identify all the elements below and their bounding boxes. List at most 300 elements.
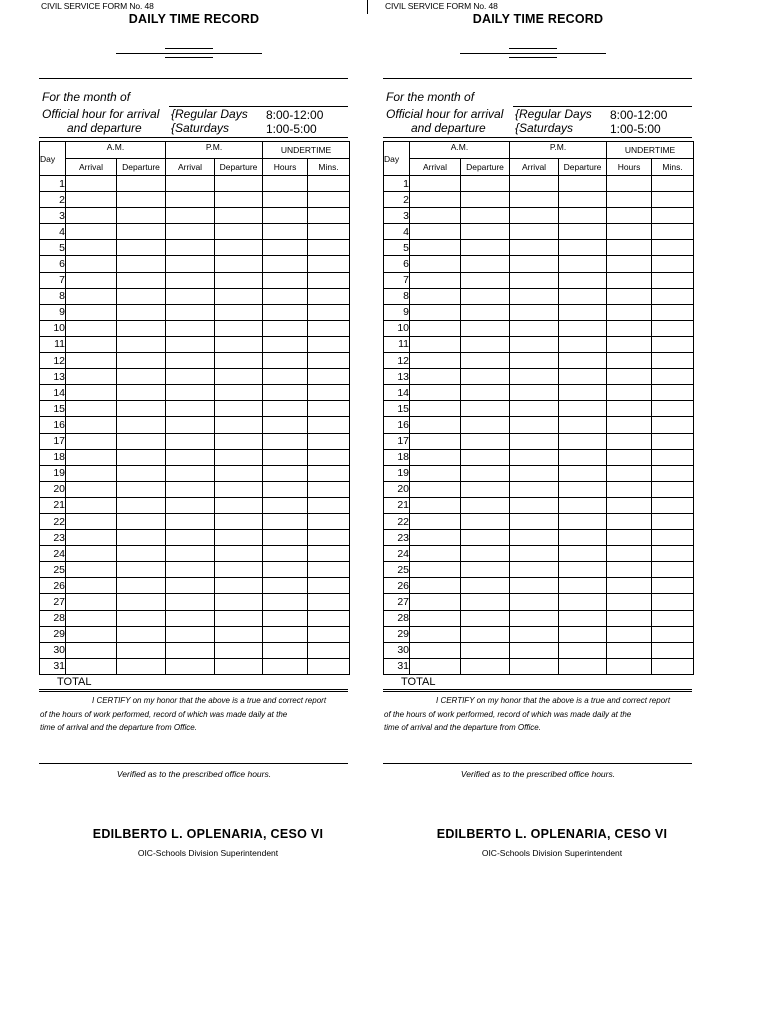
am-departure-cell[interactable]	[117, 658, 166, 674]
undertime-mins-cell[interactable]	[652, 224, 694, 240]
am-arrival-cell[interactable]	[410, 626, 461, 642]
am-departure-cell[interactable]	[117, 513, 166, 529]
undertime-hours-cell[interactable]	[263, 626, 308, 642]
am-departure-cell[interactable]	[461, 530, 510, 546]
am-arrival-cell[interactable]	[66, 176, 117, 192]
undertime-hours-cell[interactable]	[607, 433, 652, 449]
undertime-mins-cell[interactable]	[652, 497, 694, 513]
pm-arrival-cell[interactable]	[166, 401, 215, 417]
undertime-mins-cell[interactable]	[652, 336, 694, 352]
pm-departure-cell[interactable]	[215, 240, 263, 256]
pm-arrival-cell[interactable]	[166, 642, 215, 658]
employee-signature-line[interactable]	[383, 763, 692, 764]
am-arrival-cell[interactable]	[410, 449, 461, 465]
am-departure-cell[interactable]	[117, 240, 166, 256]
am-arrival-cell[interactable]	[66, 465, 117, 481]
undertime-mins-cell[interactable]	[652, 304, 694, 320]
am-arrival-cell[interactable]	[410, 336, 461, 352]
am-arrival-cell[interactable]	[410, 481, 461, 497]
undertime-mins-cell[interactable]	[308, 272, 350, 288]
undertime-mins-cell[interactable]	[652, 240, 694, 256]
undertime-mins-cell[interactable]	[652, 272, 694, 288]
pm-arrival-cell[interactable]	[510, 513, 559, 529]
am-arrival-cell[interactable]	[410, 497, 461, 513]
am-departure-cell[interactable]	[461, 256, 510, 272]
undertime-mins-cell[interactable]	[308, 417, 350, 433]
pm-departure-cell[interactable]	[559, 417, 607, 433]
pm-arrival-cell[interactable]	[166, 497, 215, 513]
undertime-hours-cell[interactable]	[263, 353, 308, 369]
pm-arrival-cell[interactable]	[510, 433, 559, 449]
am-departure-cell[interactable]	[461, 658, 510, 674]
am-departure-cell[interactable]	[461, 240, 510, 256]
pm-departure-cell[interactable]	[215, 336, 263, 352]
undertime-mins-cell[interactable]	[652, 369, 694, 385]
undertime-mins-cell[interactable]	[308, 304, 350, 320]
pm-arrival-cell[interactable]	[510, 176, 559, 192]
pm-arrival-cell[interactable]	[166, 417, 215, 433]
undertime-hours-cell[interactable]	[607, 417, 652, 433]
am-departure-cell[interactable]	[461, 304, 510, 320]
am-departure-cell[interactable]	[117, 642, 166, 658]
pm-arrival-cell[interactable]	[166, 546, 215, 562]
am-arrival-cell[interactable]	[66, 546, 117, 562]
undertime-mins-cell[interactable]	[308, 176, 350, 192]
pm-departure-cell[interactable]	[215, 578, 263, 594]
am-arrival-cell[interactable]	[66, 481, 117, 497]
pm-departure-cell[interactable]	[215, 562, 263, 578]
pm-departure-cell[interactable]	[215, 385, 263, 401]
undertime-mins-cell[interactable]	[652, 530, 694, 546]
pm-arrival-cell[interactable]	[166, 594, 215, 610]
undertime-hours-cell[interactable]	[263, 192, 308, 208]
pm-arrival-cell[interactable]	[166, 369, 215, 385]
undertime-hours-cell[interactable]	[607, 449, 652, 465]
pm-departure-cell[interactable]	[215, 176, 263, 192]
pm-arrival-cell[interactable]	[510, 578, 559, 594]
pm-departure-cell[interactable]	[215, 369, 263, 385]
pm-arrival-cell[interactable]	[510, 449, 559, 465]
pm-arrival-cell[interactable]	[510, 288, 559, 304]
undertime-mins-cell[interactable]	[308, 562, 350, 578]
undertime-hours-cell[interactable]	[263, 610, 308, 626]
undertime-mins-cell[interactable]	[308, 288, 350, 304]
undertime-mins-cell[interactable]	[652, 578, 694, 594]
am-departure-cell[interactable]	[461, 369, 510, 385]
pm-departure-cell[interactable]	[215, 256, 263, 272]
pm-departure-cell[interactable]	[559, 192, 607, 208]
am-departure-cell[interactable]	[461, 626, 510, 642]
pm-arrival-cell[interactable]	[166, 658, 215, 674]
pm-departure-cell[interactable]	[559, 465, 607, 481]
am-arrival-cell[interactable]	[66, 513, 117, 529]
am-departure-cell[interactable]	[117, 288, 166, 304]
am-departure-cell[interactable]	[117, 610, 166, 626]
am-departure-cell[interactable]	[461, 513, 510, 529]
pm-departure-cell[interactable]	[559, 594, 607, 610]
pm-departure-cell[interactable]	[559, 304, 607, 320]
pm-departure-cell[interactable]	[559, 272, 607, 288]
am-departure-cell[interactable]	[117, 449, 166, 465]
am-arrival-cell[interactable]	[66, 304, 117, 320]
am-arrival-cell[interactable]	[410, 433, 461, 449]
undertime-mins-cell[interactable]	[308, 256, 350, 272]
am-departure-cell[interactable]	[461, 546, 510, 562]
am-departure-cell[interactable]	[117, 578, 166, 594]
am-departure-cell[interactable]	[117, 481, 166, 497]
am-departure-cell[interactable]	[117, 546, 166, 562]
pm-arrival-cell[interactable]	[166, 240, 215, 256]
am-arrival-cell[interactable]	[66, 562, 117, 578]
pm-departure-cell[interactable]	[559, 320, 607, 336]
pm-departure-cell[interactable]	[559, 288, 607, 304]
pm-departure-cell[interactable]	[559, 562, 607, 578]
pm-arrival-cell[interactable]	[510, 497, 559, 513]
undertime-hours-cell[interactable]	[263, 208, 308, 224]
undertime-mins-cell[interactable]	[308, 433, 350, 449]
undertime-hours-cell[interactable]	[263, 562, 308, 578]
pm-arrival-cell[interactable]	[510, 658, 559, 674]
pm-arrival-cell[interactable]	[166, 610, 215, 626]
am-arrival-cell[interactable]	[410, 240, 461, 256]
pm-departure-cell[interactable]	[215, 320, 263, 336]
am-arrival-cell[interactable]	[410, 562, 461, 578]
undertime-hours-cell[interactable]	[263, 401, 308, 417]
pm-arrival-cell[interactable]	[166, 562, 215, 578]
undertime-mins-cell[interactable]	[652, 513, 694, 529]
pm-arrival-cell[interactable]	[166, 176, 215, 192]
pm-arrival-cell[interactable]	[166, 336, 215, 352]
am-arrival-cell[interactable]	[66, 658, 117, 674]
undertime-mins-cell[interactable]	[652, 256, 694, 272]
pm-departure-cell[interactable]	[559, 610, 607, 626]
undertime-mins-cell[interactable]	[308, 208, 350, 224]
pm-arrival-cell[interactable]	[510, 401, 559, 417]
undertime-mins-cell[interactable]	[308, 449, 350, 465]
pm-arrival-cell[interactable]	[510, 481, 559, 497]
undertime-mins-cell[interactable]	[652, 320, 694, 336]
am-departure-cell[interactable]	[117, 208, 166, 224]
am-arrival-cell[interactable]	[66, 594, 117, 610]
pm-departure-cell[interactable]	[559, 497, 607, 513]
am-departure-cell[interactable]	[117, 336, 166, 352]
undertime-hours-cell[interactable]	[263, 240, 308, 256]
pm-arrival-cell[interactable]	[166, 578, 215, 594]
am-departure-cell[interactable]	[461, 192, 510, 208]
undertime-hours-cell[interactable]	[607, 497, 652, 513]
pm-departure-cell[interactable]	[215, 594, 263, 610]
pm-departure-cell[interactable]	[559, 433, 607, 449]
pm-arrival-cell[interactable]	[510, 240, 559, 256]
undertime-hours-cell[interactable]	[263, 256, 308, 272]
am-departure-cell[interactable]	[461, 176, 510, 192]
am-departure-cell[interactable]	[461, 336, 510, 352]
pm-departure-cell[interactable]	[559, 658, 607, 674]
undertime-mins-cell[interactable]	[652, 401, 694, 417]
am-departure-cell[interactable]	[461, 497, 510, 513]
am-departure-cell[interactable]	[117, 626, 166, 642]
undertime-hours-cell[interactable]	[607, 385, 652, 401]
pm-arrival-cell[interactable]	[166, 530, 215, 546]
pm-arrival-cell[interactable]	[166, 449, 215, 465]
pm-arrival-cell[interactable]	[166, 465, 215, 481]
pm-departure-cell[interactable]	[215, 417, 263, 433]
undertime-hours-cell[interactable]	[607, 176, 652, 192]
am-arrival-cell[interactable]	[66, 369, 117, 385]
pm-arrival-cell[interactable]	[510, 417, 559, 433]
am-arrival-cell[interactable]	[410, 192, 461, 208]
undertime-mins-cell[interactable]	[652, 610, 694, 626]
undertime-hours-cell[interactable]	[607, 369, 652, 385]
undertime-mins-cell[interactable]	[308, 481, 350, 497]
am-departure-cell[interactable]	[117, 433, 166, 449]
pm-arrival-cell[interactable]	[510, 256, 559, 272]
undertime-mins-cell[interactable]	[652, 481, 694, 497]
undertime-mins-cell[interactable]	[308, 336, 350, 352]
am-arrival-cell[interactable]	[410, 272, 461, 288]
pm-arrival-cell[interactable]	[510, 272, 559, 288]
undertime-mins-cell[interactable]	[308, 642, 350, 658]
am-arrival-cell[interactable]	[410, 353, 461, 369]
pm-departure-cell[interactable]	[215, 401, 263, 417]
pm-departure-cell[interactable]	[215, 658, 263, 674]
undertime-mins-cell[interactable]	[308, 578, 350, 594]
am-departure-cell[interactable]	[117, 530, 166, 546]
undertime-hours-cell[interactable]	[607, 465, 652, 481]
am-arrival-cell[interactable]	[66, 320, 117, 336]
am-arrival-cell[interactable]	[66, 224, 117, 240]
am-departure-cell[interactable]	[461, 208, 510, 224]
pm-arrival-cell[interactable]	[166, 626, 215, 642]
undertime-mins-cell[interactable]	[308, 320, 350, 336]
pm-departure-cell[interactable]	[559, 578, 607, 594]
pm-departure-cell[interactable]	[559, 353, 607, 369]
am-arrival-cell[interactable]	[410, 530, 461, 546]
am-arrival-cell[interactable]	[410, 546, 461, 562]
am-departure-cell[interactable]	[117, 192, 166, 208]
am-departure-cell[interactable]	[117, 385, 166, 401]
pm-arrival-cell[interactable]	[166, 353, 215, 369]
undertime-mins-cell[interactable]	[652, 594, 694, 610]
undertime-hours-cell[interactable]	[263, 449, 308, 465]
pm-departure-cell[interactable]	[215, 465, 263, 481]
undertime-hours-cell[interactable]	[263, 385, 308, 401]
undertime-hours-cell[interactable]	[607, 288, 652, 304]
pm-arrival-cell[interactable]	[510, 594, 559, 610]
am-arrival-cell[interactable]	[66, 240, 117, 256]
pm-departure-cell[interactable]	[559, 513, 607, 529]
am-departure-cell[interactable]	[461, 594, 510, 610]
pm-departure-cell[interactable]	[559, 208, 607, 224]
pm-arrival-cell[interactable]	[166, 513, 215, 529]
undertime-mins-cell[interactable]	[308, 626, 350, 642]
am-departure-cell[interactable]	[461, 610, 510, 626]
undertime-hours-cell[interactable]	[263, 658, 308, 674]
pm-departure-cell[interactable]	[215, 481, 263, 497]
pm-departure-cell[interactable]	[215, 208, 263, 224]
undertime-hours-cell[interactable]	[263, 513, 308, 529]
am-departure-cell[interactable]	[117, 369, 166, 385]
pm-departure-cell[interactable]	[559, 626, 607, 642]
pm-departure-cell[interactable]	[215, 353, 263, 369]
am-arrival-cell[interactable]	[410, 176, 461, 192]
undertime-hours-cell[interactable]	[607, 256, 652, 272]
am-departure-cell[interactable]	[461, 288, 510, 304]
pm-arrival-cell[interactable]	[510, 562, 559, 578]
pm-departure-cell[interactable]	[215, 642, 263, 658]
am-arrival-cell[interactable]	[66, 433, 117, 449]
am-departure-cell[interactable]	[117, 176, 166, 192]
undertime-mins-cell[interactable]	[652, 417, 694, 433]
undertime-hours-cell[interactable]	[263, 481, 308, 497]
am-arrival-cell[interactable]	[66, 336, 117, 352]
am-arrival-cell[interactable]	[66, 417, 117, 433]
am-arrival-cell[interactable]	[66, 578, 117, 594]
pm-arrival-cell[interactable]	[166, 192, 215, 208]
employee-name-line[interactable]	[460, 53, 606, 54]
am-arrival-cell[interactable]	[66, 449, 117, 465]
undertime-mins-cell[interactable]	[652, 288, 694, 304]
am-arrival-cell[interactable]	[410, 385, 461, 401]
undertime-mins-cell[interactable]	[308, 594, 350, 610]
am-departure-cell[interactable]	[461, 224, 510, 240]
am-arrival-cell[interactable]	[66, 192, 117, 208]
am-departure-cell[interactable]	[461, 562, 510, 578]
pm-arrival-cell[interactable]	[510, 530, 559, 546]
employee-signature-line[interactable]	[39, 763, 348, 764]
pm-arrival-cell[interactable]	[166, 256, 215, 272]
am-arrival-cell[interactable]	[66, 401, 117, 417]
undertime-mins-cell[interactable]	[308, 465, 350, 481]
pm-departure-cell[interactable]	[215, 192, 263, 208]
am-arrival-cell[interactable]	[66, 208, 117, 224]
am-departure-cell[interactable]	[117, 497, 166, 513]
pm-departure-cell[interactable]	[215, 626, 263, 642]
pm-arrival-cell[interactable]	[510, 465, 559, 481]
pm-arrival-cell[interactable]	[510, 224, 559, 240]
am-departure-cell[interactable]	[117, 465, 166, 481]
am-departure-cell[interactable]	[117, 272, 166, 288]
pm-departure-cell[interactable]	[215, 513, 263, 529]
pm-departure-cell[interactable]	[215, 288, 263, 304]
undertime-mins-cell[interactable]	[308, 240, 350, 256]
pm-departure-cell[interactable]	[559, 256, 607, 272]
pm-arrival-cell[interactable]	[510, 626, 559, 642]
am-departure-cell[interactable]	[461, 465, 510, 481]
pm-departure-cell[interactable]	[559, 481, 607, 497]
pm-departure-cell[interactable]	[559, 240, 607, 256]
am-departure-cell[interactable]	[117, 353, 166, 369]
undertime-hours-cell[interactable]	[263, 336, 308, 352]
am-departure-cell[interactable]	[461, 320, 510, 336]
undertime-hours-cell[interactable]	[607, 353, 652, 369]
am-arrival-cell[interactable]	[66, 256, 117, 272]
am-departure-cell[interactable]	[461, 449, 510, 465]
am-arrival-cell[interactable]	[410, 594, 461, 610]
am-arrival-cell[interactable]	[410, 513, 461, 529]
am-departure-cell[interactable]	[117, 224, 166, 240]
undertime-hours-cell[interactable]	[607, 546, 652, 562]
undertime-hours-cell[interactable]	[607, 224, 652, 240]
undertime-mins-cell[interactable]	[652, 176, 694, 192]
undertime-mins-cell[interactable]	[308, 610, 350, 626]
pm-arrival-cell[interactable]	[510, 385, 559, 401]
am-departure-cell[interactable]	[461, 401, 510, 417]
undertime-mins-cell[interactable]	[308, 385, 350, 401]
undertime-hours-cell[interactable]	[263, 433, 308, 449]
undertime-mins-cell[interactable]	[308, 546, 350, 562]
undertime-mins-cell[interactable]	[308, 369, 350, 385]
am-departure-cell[interactable]	[117, 562, 166, 578]
am-arrival-cell[interactable]	[66, 497, 117, 513]
undertime-hours-cell[interactable]	[607, 610, 652, 626]
pm-arrival-cell[interactable]	[166, 288, 215, 304]
pm-departure-cell[interactable]	[559, 336, 607, 352]
am-arrival-cell[interactable]	[410, 642, 461, 658]
am-arrival-cell[interactable]	[410, 465, 461, 481]
am-arrival-cell[interactable]	[410, 208, 461, 224]
pm-departure-cell[interactable]	[559, 401, 607, 417]
am-arrival-cell[interactable]	[410, 304, 461, 320]
undertime-hours-cell[interactable]	[263, 272, 308, 288]
undertime-hours-cell[interactable]	[263, 546, 308, 562]
undertime-hours-cell[interactable]	[607, 481, 652, 497]
undertime-mins-cell[interactable]	[308, 497, 350, 513]
am-departure-cell[interactable]	[461, 642, 510, 658]
undertime-mins-cell[interactable]	[652, 626, 694, 642]
undertime-mins-cell[interactable]	[652, 433, 694, 449]
undertime-hours-cell[interactable]	[607, 626, 652, 642]
pm-arrival-cell[interactable]	[166, 272, 215, 288]
am-arrival-cell[interactable]	[410, 417, 461, 433]
undertime-hours-cell[interactable]	[607, 272, 652, 288]
undertime-hours-cell[interactable]	[607, 562, 652, 578]
undertime-hours-cell[interactable]	[607, 530, 652, 546]
am-arrival-cell[interactable]	[410, 224, 461, 240]
pm-arrival-cell[interactable]	[166, 481, 215, 497]
pm-arrival-cell[interactable]	[510, 208, 559, 224]
undertime-mins-cell[interactable]	[308, 353, 350, 369]
undertime-hours-cell[interactable]	[263, 304, 308, 320]
am-arrival-cell[interactable]	[66, 385, 117, 401]
pm-departure-cell[interactable]	[215, 272, 263, 288]
pm-departure-cell[interactable]	[559, 369, 607, 385]
pm-departure-cell[interactable]	[215, 497, 263, 513]
pm-departure-cell[interactable]	[559, 546, 607, 562]
undertime-hours-cell[interactable]	[263, 320, 308, 336]
am-departure-cell[interactable]	[117, 401, 166, 417]
undertime-hours-cell[interactable]	[263, 224, 308, 240]
pm-departure-cell[interactable]	[215, 449, 263, 465]
pm-arrival-cell[interactable]	[510, 304, 559, 320]
am-departure-cell[interactable]	[461, 417, 510, 433]
undertime-hours-cell[interactable]	[263, 642, 308, 658]
undertime-hours-cell[interactable]	[607, 304, 652, 320]
pm-departure-cell[interactable]	[215, 433, 263, 449]
pm-arrival-cell[interactable]	[166, 304, 215, 320]
am-arrival-cell[interactable]	[66, 610, 117, 626]
undertime-hours-cell[interactable]	[607, 401, 652, 417]
am-arrival-cell[interactable]	[66, 530, 117, 546]
undertime-mins-cell[interactable]	[652, 353, 694, 369]
undertime-mins-cell[interactable]	[308, 513, 350, 529]
undertime-hours-cell[interactable]	[607, 192, 652, 208]
am-departure-cell[interactable]	[461, 385, 510, 401]
am-departure-cell[interactable]	[117, 594, 166, 610]
undertime-mins-cell[interactable]	[652, 546, 694, 562]
undertime-hours-cell[interactable]	[607, 208, 652, 224]
pm-arrival-cell[interactable]	[510, 320, 559, 336]
